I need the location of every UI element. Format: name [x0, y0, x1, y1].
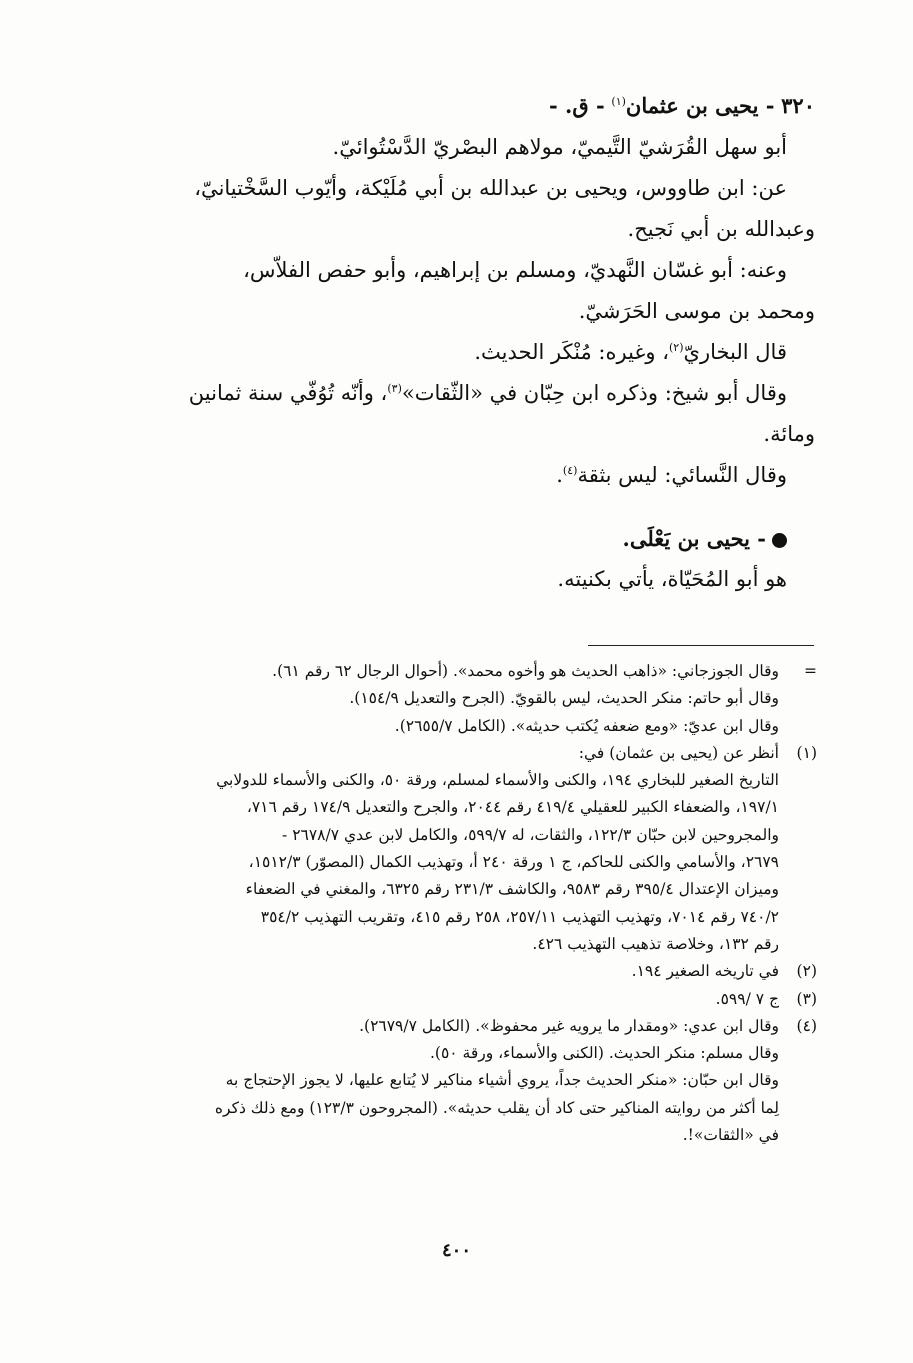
entry-students-line2: ومحمد بن موسى الحَرَشيّ.	[578, 299, 815, 323]
footnote-line: ٧٤٠/٢ رقم ٧٠١٤، وتهذيب التهذيب ٢٥٧/١١، ٢٥٨ رقم ٤١٥، وتقريب التهذيب ٣٥٤/٢	[260, 907, 779, 926]
nasai-text-a: وقال النَّسائي: ليس بثقة	[577, 463, 787, 487]
abushaykh-text-b: ، وأنّه تُوُفّي سنة ثمانين	[188, 381, 388, 405]
footnote-ref-2: (٢)	[669, 341, 684, 354]
footnote-line: والمجروحين لابن حبّان ١٢٢/٣، والثقات، له ٥٩٩/٧، والكامل لابن عدي ٢٦٧٨/٧ -	[282, 825, 779, 844]
footnote-line: وقال ابن عديّ: «ومع ضعفه يُكتب حديثه». (الكامل ٢٦٥٥/٧).	[394, 716, 779, 735]
entry-gap	[95, 496, 815, 518]
footnote-line: في «الثقات»!.	[682, 1126, 779, 1145]
footnote-continuation	[95, 658, 817, 740]
footnote-line: وقال ابن عدي: «ومقدار ما يرويه غير محفوظ». (الكامل ٢٦٧٩/٧).	[359, 1016, 779, 1035]
entry-heading	[95, 85, 815, 127]
entry-title-suffix: - ق. -	[549, 93, 605, 118]
footnote-2-text: في تاريخه الصغير ١٩٤.	[631, 962, 779, 981]
entry-number: ٣٢٠	[781, 93, 815, 118]
footnote-1-body	[95, 740, 779, 958]
entry-teachers-line2: وعبدالله بن أبي نَجيح.	[627, 217, 815, 241]
footnote-ref-4: (٤)	[562, 464, 578, 477]
abushaykh-text-a: وقال أبو شيخ: وذكره ابن حِبّان في «الثّقات»	[401, 381, 787, 405]
footnote-3-text: ج ٧ /٥٩٩.	[715, 989, 779, 1008]
entry2-title: - يحيى بن يَعْلَى.	[622, 526, 766, 551]
entry-nasai	[95, 455, 815, 496]
footnote-line: وميزان الإعتدال ٣٩٥/٤ رقم ٩٥٨٣، والكاشف ٢٣١/٣ رقم ٦٣٢٥، والمغني في الضعفاء	[245, 880, 779, 899]
footnote-4-body	[95, 1013, 779, 1149]
footnote-line: وقال مسلم: منكر الحديث. (الكنى والأسماء، ورقة ٥٠).	[429, 1044, 779, 1063]
footnote-ref-3: (٣)	[387, 382, 402, 395]
footnote-line: ٢٦٧٩، والأسامي والكنى للحاكم، ج ١ ورقة ٢٤٠ أ، وتهذيب الكمال (المصوّر) ١٥١٢/٣،	[248, 853, 779, 872]
nasai-text-b: .	[556, 463, 563, 487]
footnote-line: لِما أكثر من روايته المناكير حتى كاد أن يقلب حديثه». (المجروحون ١٢٣/٣) ومع ذلك ذكره	[214, 1098, 779, 1117]
continuation-body	[95, 658, 779, 740]
main-text	[95, 85, 815, 600]
footnote-2-mark: (٢)	[796, 962, 817, 981]
footnote-line: رقم ١٣٢، وخلاصة تذهيب التهذيب ٤٢٦.	[532, 934, 779, 953]
footnote-line: التاريخ الصغير للبخاري ١٩٤، والكنى والأسماء لمسلم، ورقة ٥٠، والكنى والأسماء للدولابي	[216, 771, 779, 790]
footnote-separator	[588, 645, 814, 646]
bukhari-text-a: قال البخاريّ	[683, 340, 787, 364]
footnote-ref-1: (١)	[611, 95, 626, 108]
entry-nisba: أبو سهل القُرَشيّ التَّيميّ، مولاهم البصْريّ الدَّسْتُوائيّ.	[332, 135, 787, 159]
footnote-4-mark: (٤)	[796, 1016, 817, 1035]
footnote-3	[95, 986, 817, 1013]
entry-teachers-line1: عن: ابن طاووس، ويحيى بن عبدالله بن أبي مُلَيْكة، وأيّوب السَّخْتيانيّ،	[194, 176, 787, 200]
footnote-line: أنظر عن (يحيى بن عثمان) في:	[578, 743, 779, 762]
footnote-1	[95, 740, 817, 958]
footnotes	[95, 658, 817, 1149]
entry-title: - يحيى بن عثمان	[625, 93, 775, 118]
footnote-3-mark: (٣)	[796, 989, 817, 1008]
entry2-text: هو أبو المُحَيّاة، يأتي بكنيته.	[557, 567, 787, 591]
footnote-2	[95, 958, 817, 985]
entry-abushaykh-line2: ومائة.	[763, 422, 815, 446]
bullet-icon	[772, 533, 787, 548]
footnote-line: ١٩٧/١، والضعفاء الكبير للعقيلي ٤١٩/٤ رقم ٢٠٤٤، والجرح والتعديل ١٧٤/٩ رقم ٧١٦،	[246, 798, 779, 817]
footnote-4	[95, 1013, 817, 1149]
bukhari-text-b: ، وغيره: مُنْكَر الحديث.	[474, 340, 669, 364]
entry-abushaykh	[95, 373, 815, 414]
entry-students-line1: وعنه: أبو غسّان النَّهديّ، ومسلم بن إبراهيم، وأبو حفص الفلاّس،	[243, 258, 787, 282]
continuation-mark: =	[804, 662, 817, 680]
footnote-1-mark: (١)	[796, 743, 817, 762]
page-number: ٤٠٠	[441, 1240, 471, 1261]
entry2-heading	[95, 518, 815, 559]
entry-bukhari	[95, 332, 815, 373]
footnote-line: وقال أبو حاتم: منكر الحديث، ليس بالقويّ. (الجرح والتعديل ١٥٤/٩).	[349, 689, 779, 708]
footnote-line: وقال ابن حبّان: «منكر الحديث جداً، يروي أشياء مناكير لا يُتابع عليها، لا يجوز الإحتجاج به	[225, 1071, 779, 1090]
footnote-line: وقال الجوزجاني: «ذاهب الحديث هو وأخوه محمد». (أحوال الرجال ٦٢ رقم ٦١).	[272, 662, 779, 680]
